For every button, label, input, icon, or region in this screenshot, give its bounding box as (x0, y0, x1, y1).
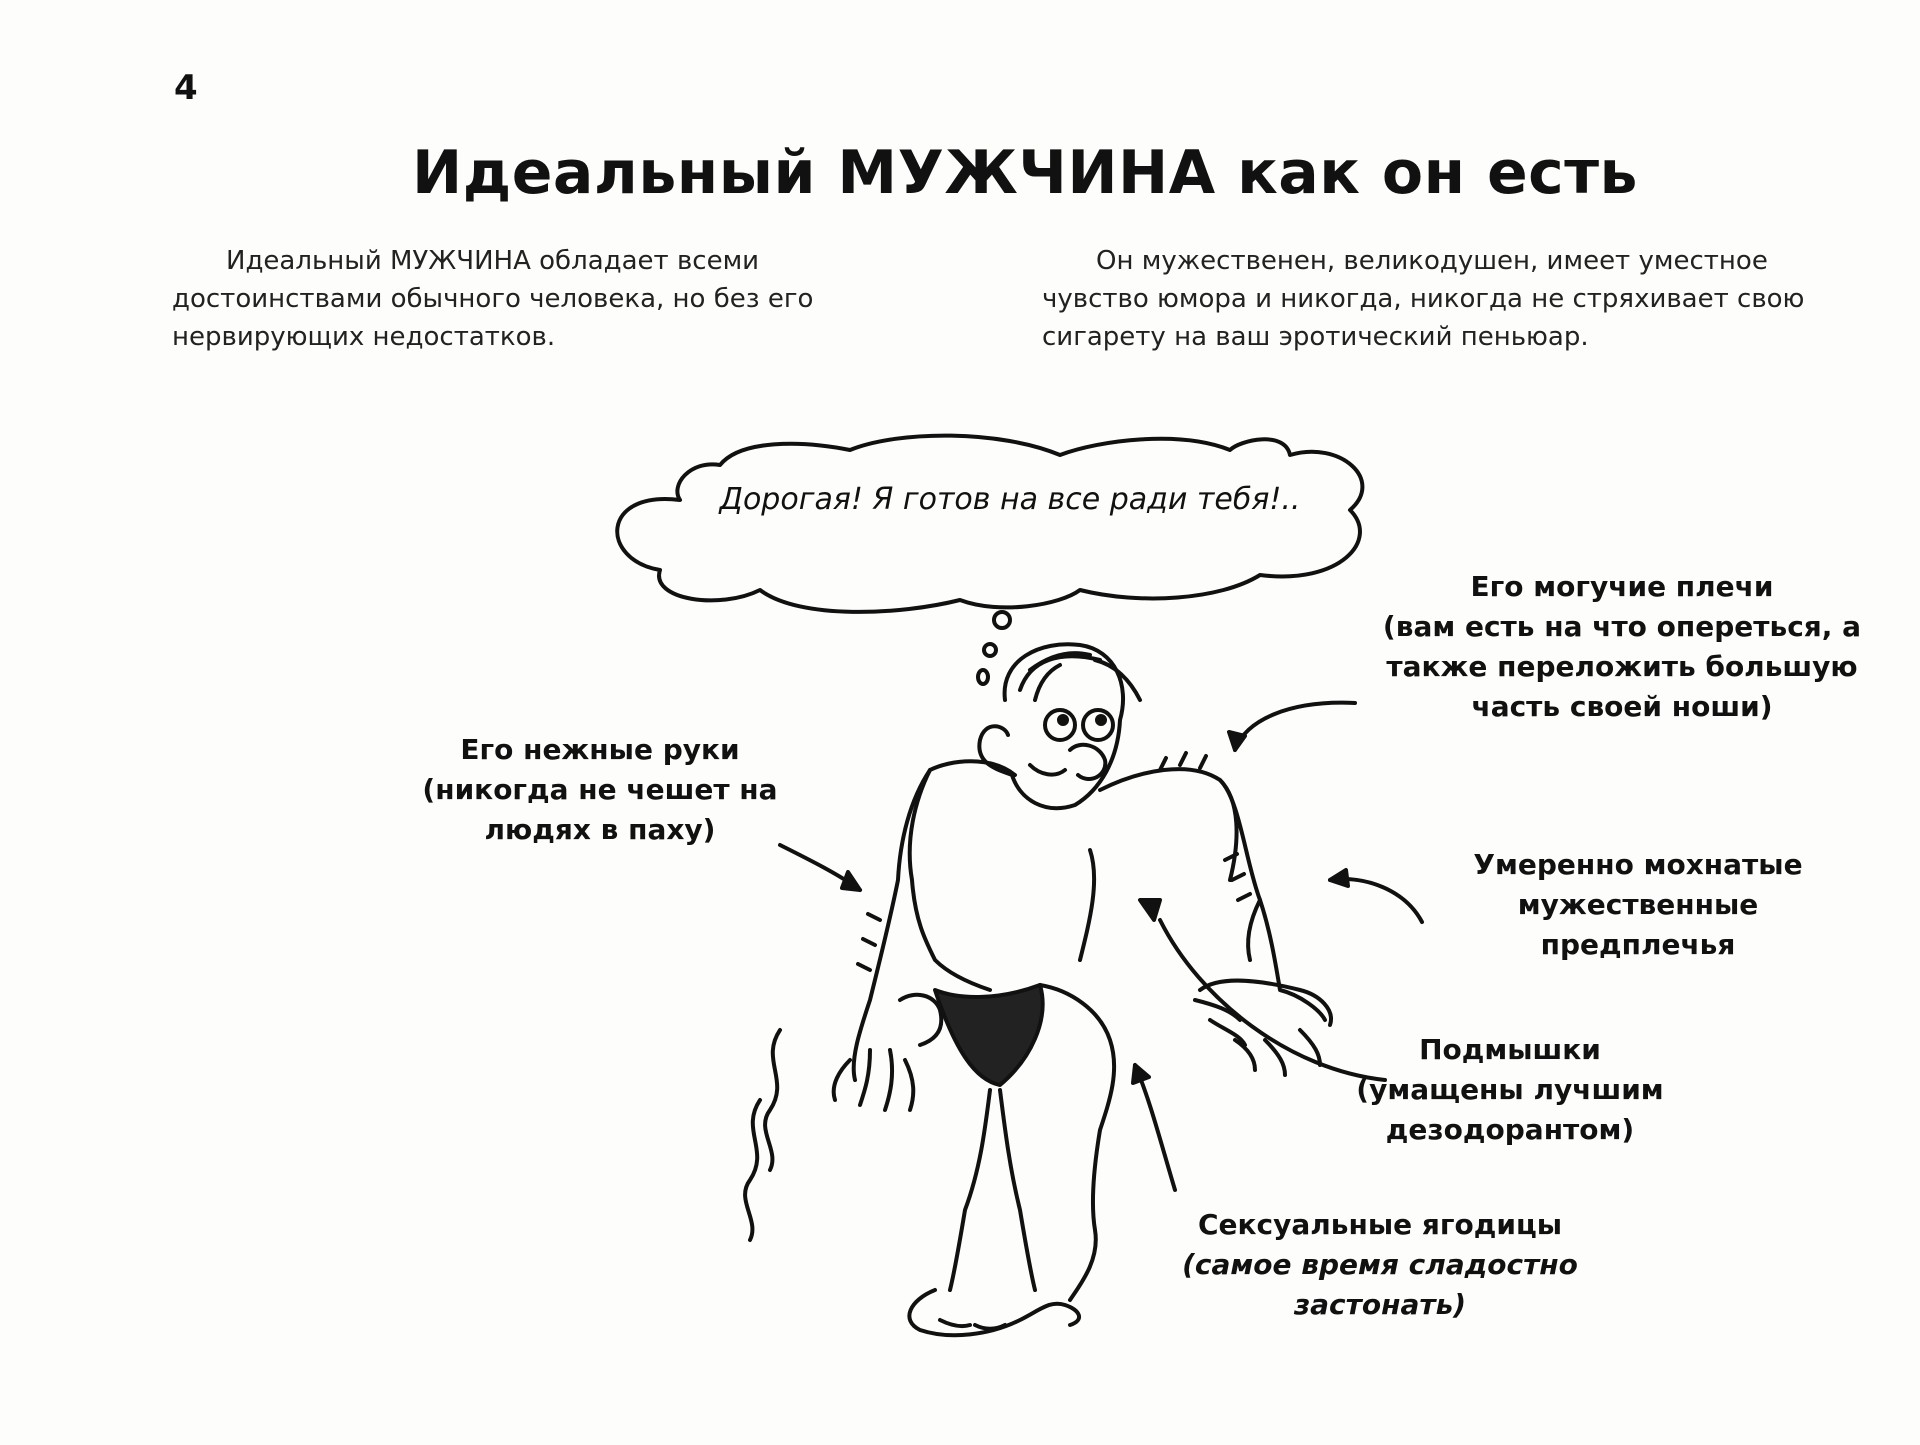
page-title: Идеальный МУЖЧИНА как он есть (412, 138, 1638, 208)
callout-glutes-title: Сексуальные ягодицы (1197, 1208, 1563, 1241)
callout-hands-note: (никогда не чешет на людях в паху) (422, 773, 778, 846)
torso-icon (910, 761, 1237, 990)
motion-lines-icon (745, 1030, 780, 1240)
callout-glutes (1160, 1205, 1600, 1325)
arrow-shoulders-icon (1235, 703, 1355, 750)
nose-icon (1070, 745, 1105, 779)
left-leg-icon (950, 1090, 1035, 1290)
right-leg-icon (1040, 985, 1114, 1300)
callout-forearms (1418, 845, 1858, 965)
thought-dot-icon (994, 612, 1010, 628)
callout-glutes-note: (самое время сладостно застонать) (1182, 1248, 1578, 1321)
thought-dot-icon (978, 670, 988, 684)
thought-bubble-icon (617, 436, 1362, 612)
intro-paragraph-left: Идеальный МУЖЧИНА обладает всеми достоинствами обычного человека, но без его нервирующих недостатков. (172, 246, 814, 352)
mouth-icon (1030, 765, 1065, 775)
callout-hands (400, 730, 800, 850)
callout-forearms-title: Умеренно мохнатые мужественные предплечья (1473, 848, 1803, 961)
page-number: 4 (174, 68, 198, 108)
thought-dot-icon (984, 644, 996, 656)
callout-armpits-title: Подмышки (1419, 1033, 1601, 1066)
arrow-glutes-icon (1135, 1065, 1175, 1190)
intro-paragraph-right: Он мужественен, великодушен, имеет уместное чувство юмора и никогда, никогда не стряхивает свою сигарету на ваш эротический пеньюар. (1042, 246, 1805, 352)
callout-armpits (1310, 1030, 1710, 1150)
callout-hands-title: Его нежные руки (460, 733, 740, 766)
callout-shoulders (1372, 567, 1872, 727)
callout-shoulders-note: (вам есть на что опереться, а также переложить большую часть своей ноши) (1382, 610, 1862, 723)
callout-armpits-note: (умащены лучшим дезодорантом) (1356, 1073, 1664, 1146)
left-hand-icon (834, 995, 942, 1110)
callout-shoulders-title: Его могучие плечи (1470, 570, 1774, 603)
briefs-icon (935, 985, 1043, 1085)
feet-icon (909, 1290, 1079, 1335)
speech-bubble-text: Дорогая! Я готов на все ради тебя!.. (719, 482, 1301, 517)
